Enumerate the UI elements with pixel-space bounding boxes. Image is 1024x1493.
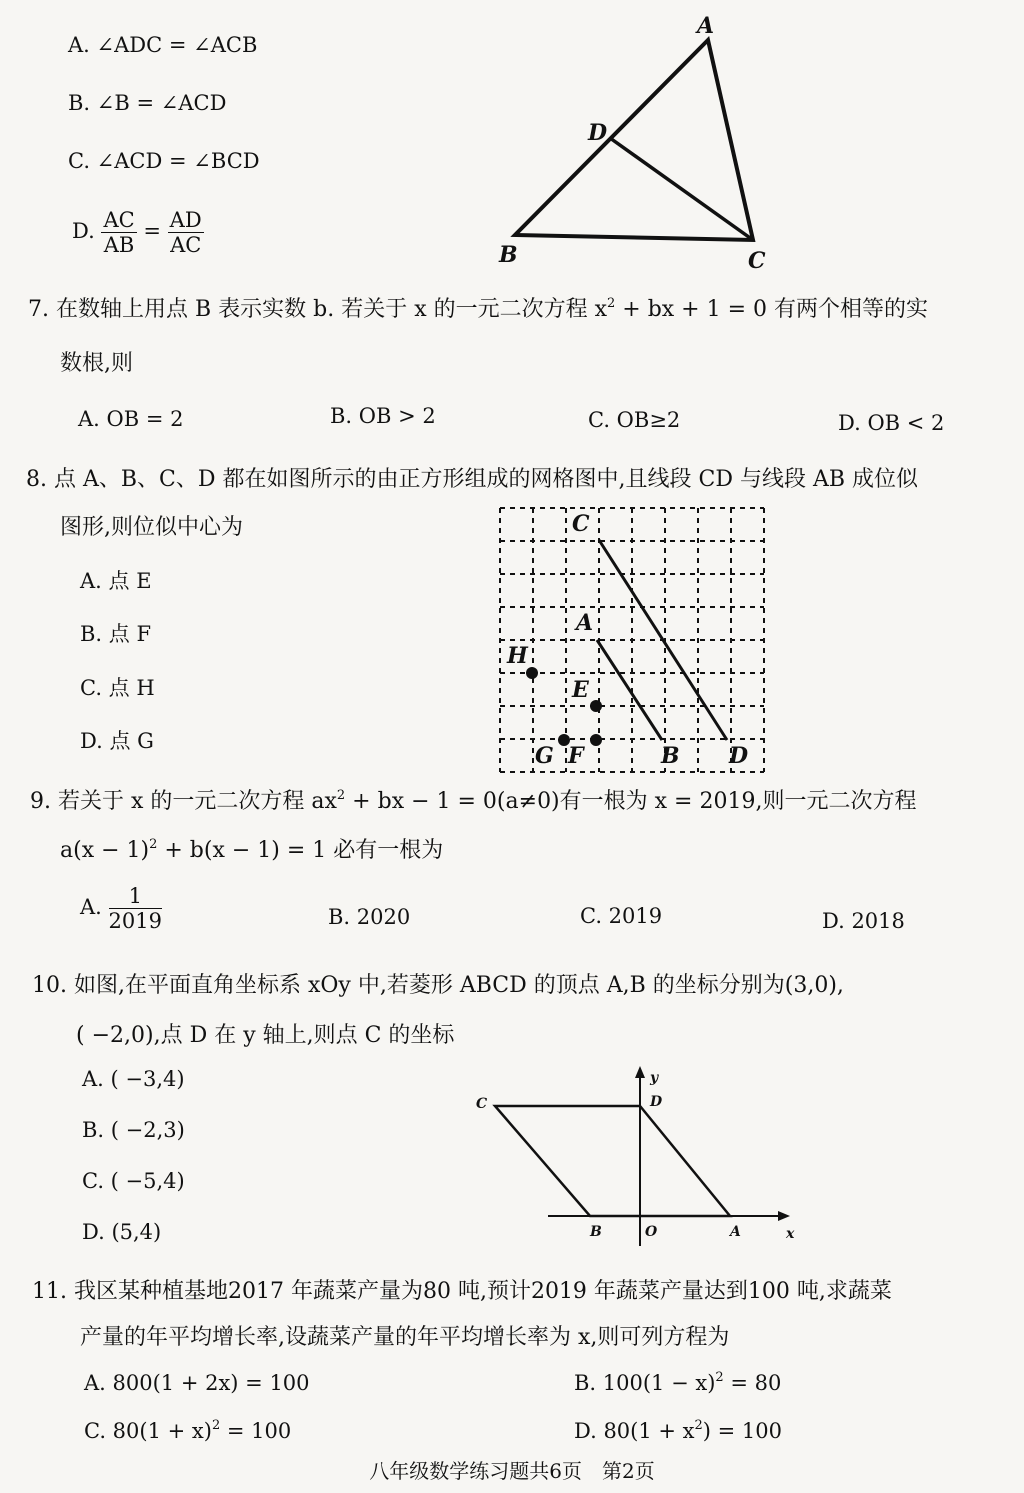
q11-option-b	[574, 1370, 781, 1400]
q7-text-b: + bx + 1 = 0 有两个相等的实	[615, 297, 929, 322]
label-d: D	[588, 120, 608, 146]
y-axis-arrow	[635, 1066, 645, 1078]
q7-option-d: D. OB < 2	[838, 411, 945, 435]
grid-label-g: G	[535, 743, 554, 769]
axis-label-d: D	[650, 1094, 663, 1110]
q9-superscript-2: 2	[149, 837, 158, 852]
axis-label-c: C	[476, 1096, 488, 1112]
q11-option-d-text-b: ) = 100	[702, 1419, 783, 1443]
label-b: B	[499, 242, 518, 268]
q7-option-c: C. OB≥2	[588, 408, 681, 432]
label-c: C	[748, 248, 766, 274]
q11-option-c-text-b: = 100	[220, 1419, 292, 1443]
axis-label-y: y	[650, 1070, 659, 1086]
q8-option-c: C. 点 H	[80, 676, 155, 700]
q7-text-a: 7. 在数轴上用点 B 表示实数 b. 若关于 x 的一元二次方程 x	[28, 297, 607, 322]
q9-text-d: + b(x − 1) = 1 必有一根为	[157, 838, 444, 863]
q11-option-d	[574, 1418, 782, 1448]
q6-frac1-numerator: AC	[103, 208, 135, 232]
q11-option-b-text-a: B. 100(1 − x)	[574, 1371, 716, 1395]
q9-option-d: D. 2018	[822, 909, 905, 933]
q10-stem-line2: ( −2,0),点 D 在 y 轴上,则点 C 的坐标	[76, 1023, 455, 1048]
q9-fraction-denominator: 2019	[108, 909, 162, 933]
grid-label-b: B	[661, 743, 680, 769]
q10-option-a: A. ( −3,4)	[82, 1067, 185, 1091]
q9-superscript-1: 2	[336, 788, 346, 803]
q7-option-b: B. OB > 2	[330, 404, 436, 428]
q6-option-d-prefix: D.	[72, 219, 95, 243]
q8-stem-line2: 图形,则位似中心为	[60, 515, 243, 540]
label-a: A	[697, 13, 715, 39]
q11-option-c-text-a: C. 80(1 + x)	[84, 1419, 212, 1443]
page-footer: 八年级数学练习题共6页 第2页	[369, 1459, 655, 1483]
q11-option-d-sup: 2	[694, 1418, 703, 1433]
q6-option-b: B. ∠B = ∠ACD	[68, 91, 227, 115]
axis-label-b: B	[590, 1224, 602, 1240]
q9-option-a-prefix: A.	[80, 895, 102, 919]
q9-option-c: C. 2019	[580, 904, 663, 928]
grid-label-e: E	[572, 677, 589, 703]
q9-text-c: a(x − 1)	[60, 838, 150, 863]
q10-option-c: C. ( −5,4)	[82, 1169, 185, 1193]
q10-option-b: B. ( −2,3)	[82, 1118, 185, 1142]
q9-text-a: 9. 若关于 x 的一元二次方程 ax	[30, 789, 337, 814]
grid-label-h: H	[507, 643, 528, 669]
grid-label-c: C	[572, 511, 590, 537]
q10-option-d: D. (5,4)	[82, 1220, 162, 1244]
axis-label-x: x	[786, 1226, 795, 1242]
q11-stem-line1: 11. 我区某种植基地2017 年蔬菜产量为80 吨,预计2019 年蔬菜产量达到100 吨,求蔬菜	[32, 1279, 892, 1304]
q9-option-b: B. 2020	[328, 905, 411, 929]
q11-option-b-text-b: = 80	[723, 1371, 782, 1395]
q7-option-a: A. OB = 2	[78, 407, 184, 431]
grid-label-d: D	[729, 743, 749, 769]
grid-label-f: F	[568, 743, 584, 769]
q9-text-b: + bx − 1 = 0(a≠0)有一根为 x = 2019,则一元二次方程	[345, 789, 917, 814]
q8-option-d: D. 点 G	[80, 729, 154, 753]
x-axis-arrow	[778, 1211, 790, 1221]
q9-fraction-numerator: 1	[109, 884, 162, 909]
q6-option-c: C. ∠ACD = ∠BCD	[68, 149, 260, 173]
q6-frac2-denominator: AC	[170, 233, 202, 257]
q11-option-c-sup: 2	[211, 1418, 221, 1433]
q7-superscript: 2	[607, 296, 616, 311]
q11-option-d-text-a: D. 80(1 + x	[574, 1419, 695, 1443]
axis-label-o: O	[645, 1224, 658, 1240]
q8-option-a: A. 点 E	[80, 569, 152, 593]
q8-stem-line1: 8. 点 A、B、C、D 都在如图所示的由正方形组成的网格图中,且线段 CD 与线段 AB 成位似	[26, 467, 918, 492]
q11-option-c	[84, 1418, 291, 1448]
q6-frac1-denominator: AB	[103, 233, 135, 257]
q11-option-b-sup: 2	[715, 1370, 724, 1385]
grid-label-a: A	[576, 610, 594, 636]
q7-stem-line2: 数根,则	[60, 351, 133, 376]
q8-option-b: B. 点 F	[80, 622, 152, 646]
q11-stem-line2: 产量的年平均增长率,设蔬菜产量的年平均增长率为 x,则可列方程为	[80, 1325, 730, 1350]
q10-stem-line1: 10. 如图,在平面直角坐标系 xOy 中,若菱形 ABCD 的顶点 A,B 的坐标分别为(3,0),	[32, 973, 844, 998]
q6-frac2-numerator: AD	[169, 208, 202, 232]
q6-equals: =	[143, 219, 161, 243]
q11-option-a: A. 800(1 + 2x) = 100	[84, 1371, 310, 1395]
axis-label-a: A	[730, 1224, 741, 1240]
rhombus-abcd	[495, 1106, 730, 1216]
q6-option-a: A. ∠ADC = ∠ACB	[68, 33, 258, 57]
